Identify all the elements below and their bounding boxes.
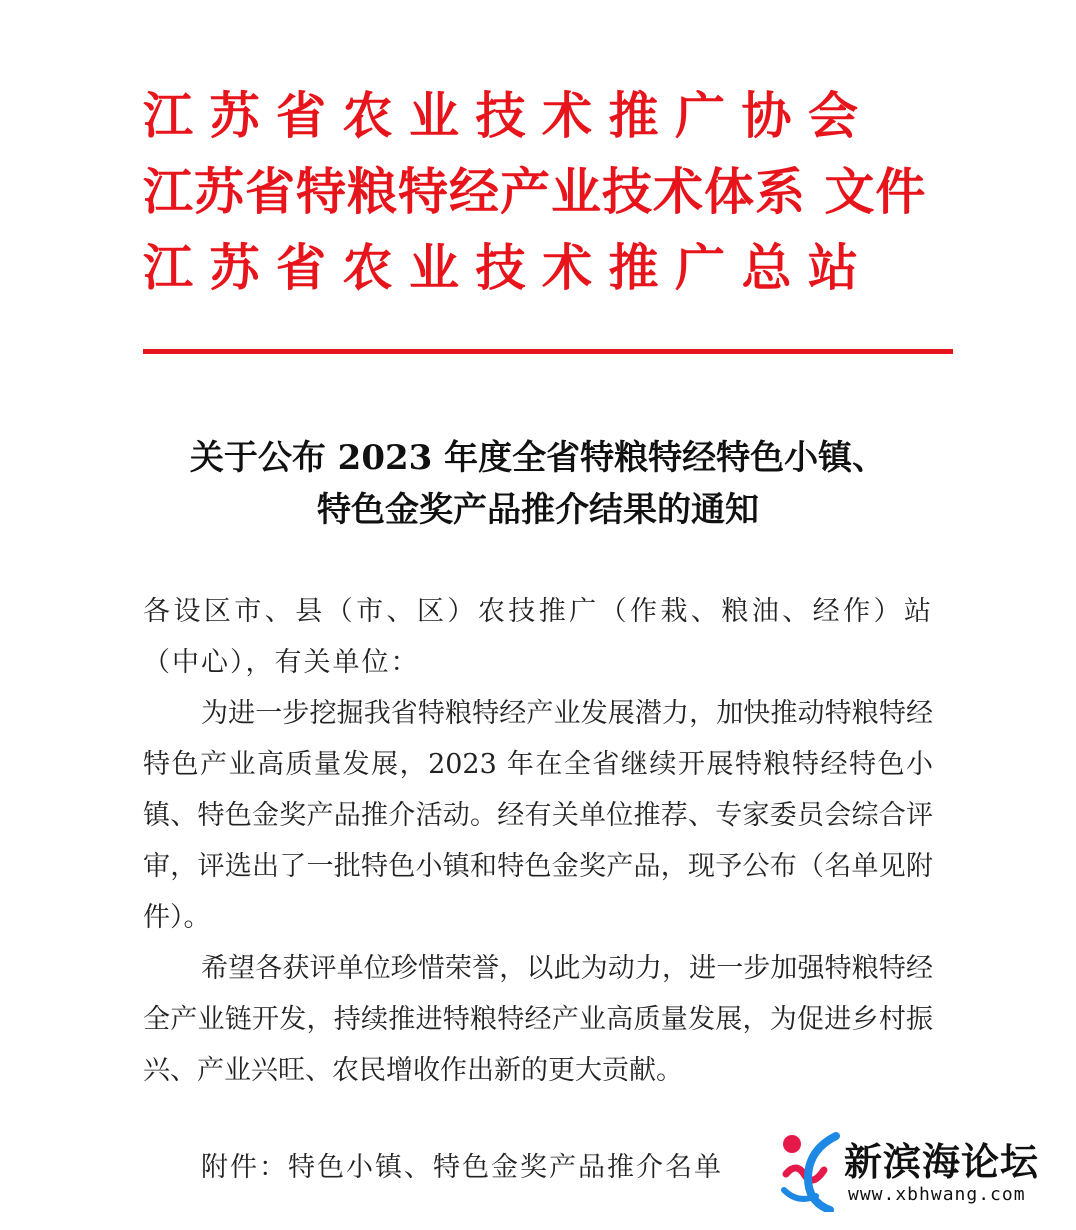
header-issuer-1: 江苏省农业技术推广协会: [143, 87, 875, 145]
title-line-1: 关于公布 2023 年度全省特粮特经特色小镇、: [189, 438, 887, 478]
body-paragraph-1: 为进一步挖掘我省特粮特经产业发展潜力，加快推动特粮特经特色产业高质量发展，2023 年在全省继续开展特粮特经特色小镇、特色金奖产品推介活动。经有关单位推荐、专家委员会综合评审，评选出了一批特色小镇和特色金奖产品，现予公布（名单见附件）。: [143, 698, 933, 933]
document-header: [143, 78, 963, 306]
document-title: [100, 432, 976, 536]
header-issuer-2: 江苏省特粮特经产业技术体系 文件: [143, 163, 927, 221]
xbh-logo-icon: [778, 1130, 842, 1212]
document-body: [143, 586, 933, 1096]
site-watermark: [778, 1130, 1068, 1220]
header-issuer-3: 江苏省农业技术推广总站: [143, 239, 875, 297]
watermark-site-url: www.xbhwang.com: [848, 1184, 1026, 1205]
header-red-rule: [143, 349, 953, 354]
watermark-site-name: 新滨海论坛: [844, 1140, 1040, 1184]
salutation: 各设区市、县（市、区）农技推广（作栽、粮油、经作）站（中心），有关单位：: [143, 596, 933, 678]
attachment-note: 附件：特色小镇、特色金奖产品推介名单: [201, 1152, 723, 1183]
body-paragraph-2: 希望各获评单位珍惜荣誉，以此为动力，进一步加强特粮特经全产业链开发，持续推进特粮特经产业高质量发展，为促进乡村振兴、产业兴旺、农民增收作出新的更大贡献。: [143, 953, 933, 1086]
title-line-2: 特色金奖产品推介结果的通知: [317, 490, 759, 530]
